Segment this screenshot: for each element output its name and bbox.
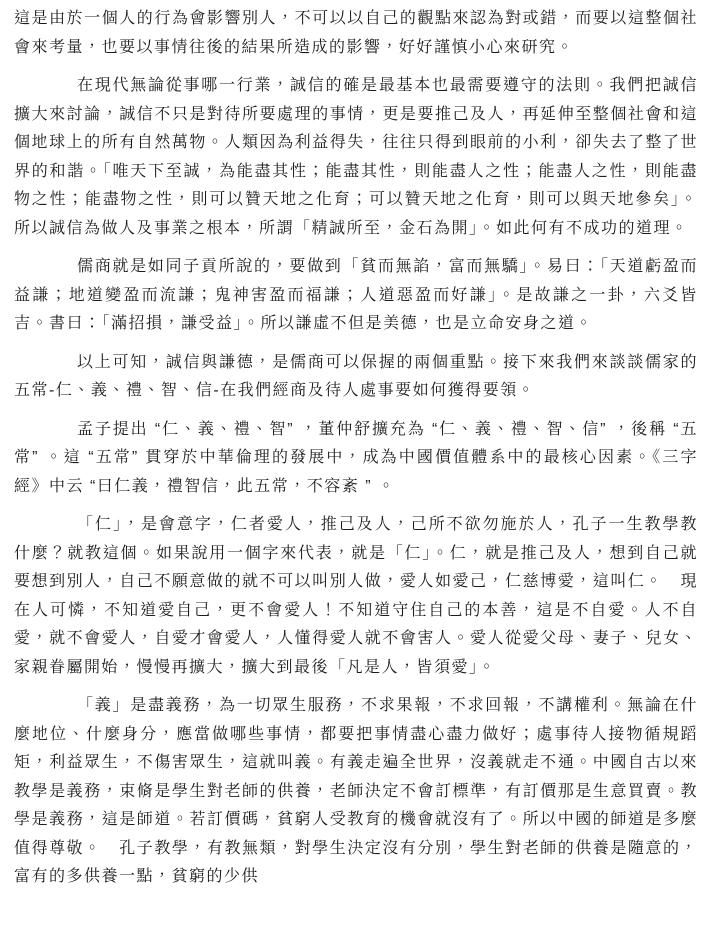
paragraph: 「義」是盡義務，為一切眾生服務，不求果報，不求回報，不講權利。無論在什麼地位、什麼身分，應當做哪些事情，都要把事情盡心盡力做好；處事待人接物循規蹈矩，利益眾生，不傷害眾生，這就叫義。有義走遍全世界，沒義就走不通。中國自古以來教學是義務，束脩是學生對老師的供養，老師決定不會訂標準，有訂價那是生意買賣。教學是義務，這是師道。若訂價碼，貧窮人受教育的機會就沒有了。所以中國的師道是多麼值得尊敬。 孔子教學，有教無類，對學生決定沒有分別，學生對老師的供養是隨意的，富有的多供養一點，貧窮的少供: [14, 697, 698, 885]
paragraph: 「仁」，是會意字，仁者愛人，推己及人，己所不欲勿施於人，孔子一生教學教什麼？就教這個。如果說用一個字來代表，就是「仁」。仁，就是推己及人，想到自己就要想到別人，自己不願意做的就不可以叫別人做，愛人如愛己，仁慈博愛，這叫仁。 現在人可憐，不知道愛自己，更不會愛人！不知道守住自己的本善，這是不自愛。人不自愛，就不會愛人，自愛才會愛人，人懂得愛人就不會害人。愛人從愛父母、妻子、兒女、家親眷屬開始，慢慢再擴大，擴大到最後「凡是人，皆須愛」。: [14, 516, 698, 676]
paragraph: 以上可知，誠信與謙德，是儒商可以保握的兩個重點。接下來我們來談談儒家的五常-仁、義、禮、智、信-在我們經商及待人處事要如何獲得要領。: [14, 353, 698, 399]
paragraph: 這是由於一個人的行為會影響別人，不可以以自己的觀點來認為對或錯，而要以這整個社會來考量，也要以事情往後的結果所造成的影響，好好謹慎小心來研究。: [14, 10, 698, 56]
paragraph: 儒商就是如同子貢所說的，要做到「貧而無諂，富而無驕」。易曰：「天道虧盈而益謙；地道變盈而流謙；鬼神害盈而福謙；人道惡盈而好謙」。是故謙之一卦，六爻皆吉。書曰：「滿招損，謙受益」。所以謙虛不但是美德，也是立命安身之道。: [14, 258, 698, 332]
paragraph: 孟子提出 “仁、義、禮、智” ，董仲舒擴充為 “仁、義、禮、智、信” ，後稱 “五常” 。這 “五常” 貫穿於中華倫理的發展中，成為中國價值體系中的最核心因素。《三字經》中云 “曰仁義，禮智信，此五常，不容紊 ” 。: [14, 420, 698, 495]
paragraph: 在現代無論從事哪一行業，誠信的確是最基本也最需要遵守的法則。我們把誠信擴大來討論，誠信不只是對待所要處理的事情，更是要推己及人，再延伸至整個社會和這個地球上的所有自然萬物。人類因為利益得失，往往只得到眼前的小利，卻失去了整了世界的和諧。「唯天下至誠，為能盡其性；能盡其性，則能盡人之性；能盡人之性，則能盡物之性；能盡物之性，則可以贊天地之化育；可以贊天地之化育，則可以與天地參矣」。所以誠信為做人及事業之根本，所謂「精誠所至，金石為開」。如此何有不成功的道理。: [14, 77, 698, 237]
